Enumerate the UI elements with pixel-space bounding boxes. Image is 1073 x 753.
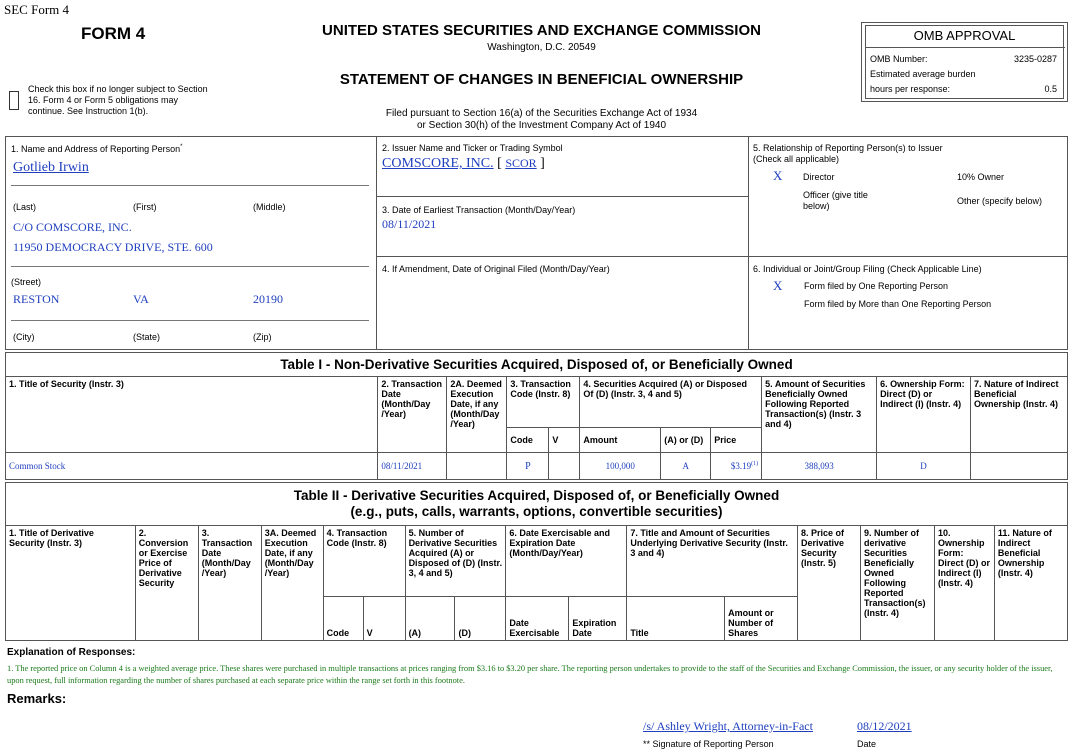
- t2-h4: 4. Transaction Code (Instr. 8): [323, 526, 405, 597]
- box3-label: 3. Date of Earliest Transaction (Month/Day/Year): [382, 205, 576, 215]
- zip-value: 20190: [253, 292, 283, 306]
- footnote-ref[interactable]: (1): [751, 461, 759, 467]
- last-label: (Last): [13, 202, 37, 212]
- director-label: Director: [803, 172, 835, 182]
- director-mark[interactable]: X: [773, 168, 783, 183]
- signature-link[interactable]: /s/ Ashley Wright, Attorney-in-Fact: [643, 719, 813, 733]
- filed-pursuant-2: or Section 30(h) of the Investment Company Act of 1940: [416, 120, 667, 131]
- explanation-heading: Explanation of Responses:: [7, 647, 136, 658]
- t2-date-ex: Date Exercisable: [506, 597, 569, 641]
- address-line-1: C/O COMSCORE, INC.: [13, 220, 132, 234]
- other-label: Other (specify below): [957, 196, 1043, 206]
- box5-label: 5. Relationship of Reporting Person(s) to Issuer (Check all applicable): [753, 143, 943, 164]
- earliest-transaction-date: 08/11/2021: [382, 217, 437, 231]
- box1-label: 1. Name and Address of Reporting Person*: [11, 144, 183, 154]
- box4-label: 4. If Amendment, Date of Original Filed (Month/Day/Year): [382, 264, 610, 274]
- transaction-date: 08/11/2021: [378, 453, 447, 480]
- no-longer-subject-checkbox[interactable]: [9, 91, 19, 110]
- omb-box: [861, 22, 1068, 102]
- security-title: Common Stock: [6, 453, 378, 480]
- t1-v: V: [549, 428, 580, 453]
- t1-code: Code: [507, 428, 549, 453]
- state-value: VA: [133, 292, 149, 306]
- officer-label: Officer (give title below): [803, 190, 868, 211]
- t1-h4: 4. Securities Acquired (A) or Disposed Of (D) (Instr. 3, 4 and 5): [580, 377, 762, 428]
- agency-title: UNITED STATES SECURITIES AND EXCHANGE COMMISSION: [322, 22, 761, 39]
- ownership-form-value: D: [877, 453, 971, 480]
- form-title: FORM 4: [81, 24, 146, 43]
- issuer-name-link[interactable]: COMSCORE, INC.: [382, 156, 494, 171]
- t1-h2a: 2A. Deemed Execution Date, if any (Month/Day /Year): [447, 377, 507, 453]
- table-1: [5, 352, 1068, 480]
- t1-h7: 7. Nature of Indirect Beneficial Ownership (Instr. 4): [970, 377, 1067, 453]
- t2-h11: 11. Nature of Indirect Beneficial Ownership (Instr. 4): [994, 526, 1067, 641]
- reporting-person-name[interactable]: Gotlieb Irwin: [13, 160, 89, 175]
- t1-h3: 3. Transaction Code (Instr. 8): [507, 377, 580, 428]
- t2-code: Code: [323, 597, 363, 641]
- burden-label: Estimated average burden: [870, 69, 976, 79]
- box6-label: 6. Individual or Joint/Group Filing (Check Applicable Line): [753, 264, 982, 274]
- t1-aord: (A) or (D): [661, 428, 711, 453]
- table1-title: Table I - Non-Derivative Securities Acquired, Disposed of, or Beneficially Owned: [6, 353, 1068, 377]
- remarks-heading: Remarks:: [7, 691, 67, 706]
- t2-d: (D): [455, 597, 506, 641]
- price-value: $3.19$^{(1)}$: [711, 453, 762, 480]
- ticker-link[interactable]: SCOR: [505, 156, 537, 170]
- t2-title: Title: [627, 597, 725, 641]
- t2-h7: 7. Title and Amount of Securities Underlying Derivative Security (Instr. 3 and 4): [627, 526, 798, 597]
- t2-h10: 10. Ownership Form: Direct (D) or Indirect (I) (Instr. 4): [934, 526, 994, 641]
- t2-h3a: 3A. Deemed Execution Date, if any (Month/Day /Year): [261, 526, 323, 641]
- omb-number-label: OMB Number:: [870, 54, 928, 64]
- footnote-text: 1. The reported price on Column 4 is a weighted average price. These shares were purchased in multiple transactions at prices ranging from $3.16 to $3.20 per share. The reporting person undertakes to provide to the staff of the Securities and Exchange Commission, the issuer, or any security holder of the issuer, upon request, full information regarding the number of shares purchased at each separate price within the range set forth in this footnote.: [7, 664, 1053, 685]
- checkbox-text: Check this box if no longer subject to Section 16. Form 4 or Form 5 obligations may continue. See Instruction 1(b).: [28, 84, 208, 116]
- middle-label: (Middle): [253, 202, 286, 212]
- statement-title: STATEMENT OF CHANGES IN BENEFICIAL OWNERSHIP: [339, 71, 744, 88]
- city-value: RESTON: [13, 292, 60, 306]
- a-or-d-value: A: [661, 453, 711, 480]
- t2-h5: 5. Number of Derivative Securities Acquired (A) or Disposed of (D) (Instr. 3, 4 and 5): [405, 526, 506, 597]
- transaction-code: P: [507, 453, 549, 480]
- t1-h2: 2. Transaction Date (Month/Day /Year): [378, 377, 447, 453]
- table-2: [5, 482, 1068, 641]
- t2-a: (A): [405, 597, 455, 641]
- omb-title: OMB APPROVAL: [913, 28, 1016, 43]
- table-row: [6, 453, 1068, 480]
- owned-value: 388,093: [762, 453, 877, 480]
- t1-price: Price: [711, 428, 762, 453]
- t2-h2: 2. Conversion or Exercise Price of Derivative Security: [135, 526, 198, 641]
- t2-h8: 8. Price of Derivative Security (Instr. 5): [798, 526, 861, 641]
- zip-label: (Zip): [253, 332, 272, 342]
- t2-v: V: [363, 597, 405, 641]
- signature-date: 08/12/2021: [857, 719, 912, 733]
- state-label: (State): [133, 332, 161, 342]
- address-line-2: 11950 DEMOCRACY DRIVE, STE. 600: [13, 240, 213, 254]
- box2-label: 2. Issuer Name and Ticker or Trading Symbol: [382, 143, 563, 153]
- one-person-label: Form filed by One Reporting Person: [804, 281, 949, 291]
- amount-value: 100,000: [580, 453, 661, 480]
- t2-h3: 3. Transaction Date (Month/Day /Year): [198, 526, 261, 641]
- t2-h1: 1. Title of Derivative Security (Instr. 3): [6, 526, 136, 641]
- one-person-mark[interactable]: X: [773, 278, 783, 293]
- t2-h9: 9. Number of derivative Securities Beneficially Owned Following Reported Transaction(s) (Instr. 4): [860, 526, 934, 641]
- t1-amount: Amount: [580, 428, 661, 453]
- city-label: (City): [13, 332, 35, 342]
- omb-number-value: 3235-0287: [1013, 54, 1057, 64]
- more-person-label: Form filed by More than One Reporting Person: [804, 299, 992, 309]
- issuer-line: COMSCORE, INC. [ SCOR ]: [382, 156, 545, 171]
- sec-form-label: SEC Form 4: [4, 2, 70, 17]
- filed-pursuant-1: Filed pursuant to Section 16(a) of the Securities Exchange Act of 1934: [385, 108, 698, 119]
- t2-amount-shares: Amount or Number of Shares: [725, 597, 798, 641]
- t1-h6: 6. Ownership Form: Direct (D) or Indirect (I) (Instr. 4): [877, 377, 971, 453]
- hours-value: 0.5: [1044, 84, 1057, 94]
- signature-label: ** Signature of Reporting Person: [643, 739, 774, 749]
- date-label: Date: [857, 739, 877, 749]
- t2-exp: Expiration Date: [569, 597, 627, 641]
- first-label: (First): [133, 202, 157, 212]
- ten-percent-label: 10% Owner: [957, 172, 1005, 182]
- t2-h6: 6. Date Exercisable and Expiration Date (Month/Day/Year): [506, 526, 627, 597]
- t1-h5: 5. Amount of Securities Beneficially Owned Following Reported Transaction(s) (Instr. 3 and 4): [762, 377, 877, 453]
- hours-label: hours per response:: [870, 84, 951, 94]
- street-label: (Street): [11, 277, 42, 287]
- t1-h1: 1. Title of Security (Instr. 3): [6, 377, 378, 453]
- table2-title: Table II - Derivative Securities Acquired, Disposed of, or Beneficially Owned (e.g., puts, calls, warrants, options, convertible securities): [6, 483, 1068, 526]
- agency-city: Washington, D.C. 20549: [487, 42, 596, 53]
